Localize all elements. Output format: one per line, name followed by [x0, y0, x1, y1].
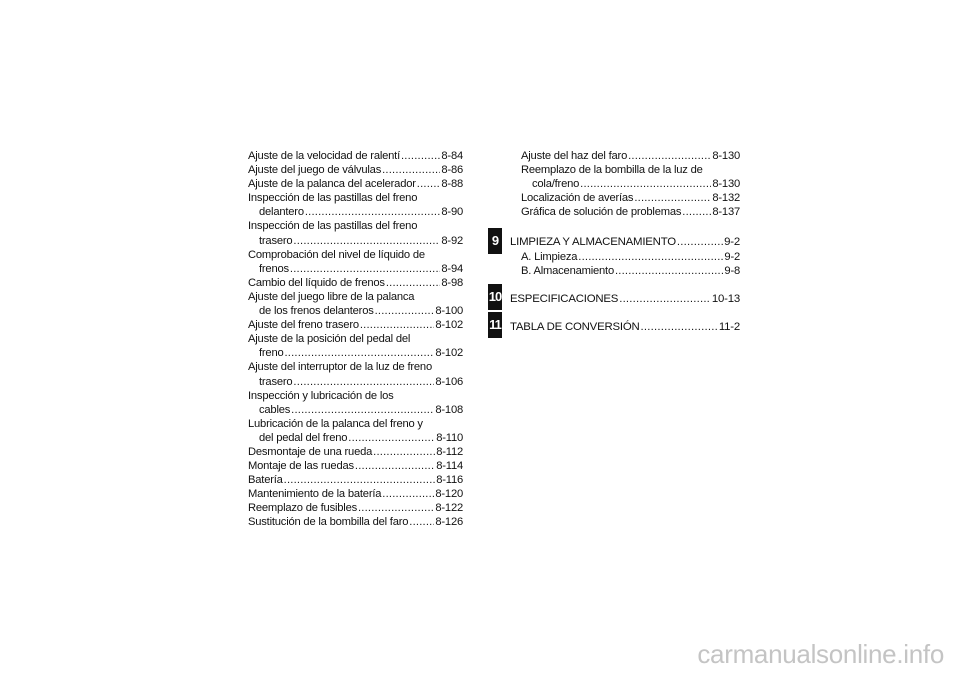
toc-subentry[interactable]: B. Almacenamiento ..... 9-8	[510, 264, 740, 278]
entry-text: Ajuste de la palanca del acelerador	[248, 178, 416, 191]
toc-entry[interactable]	[248, 191, 463, 219]
toc-entry[interactable]	[510, 163, 740, 191]
page-number: 8-102	[435, 319, 463, 332]
toc-entry[interactable]	[510, 191, 740, 205]
page-number: 8-84	[441, 150, 463, 162]
entry-text: Lubricación de la palanca del freno y	[248, 417, 423, 430]
page-number: 8-94	[441, 262, 463, 275]
page-number: 8-102	[435, 347, 463, 360]
toc-entry[interactable]	[248, 177, 463, 191]
entry-text: cola/freno	[532, 178, 580, 191]
entry-text: Cambio del líquido de frenos	[248, 276, 385, 289]
entry-text: cables	[259, 403, 291, 416]
page-number: 8-114	[436, 460, 463, 473]
page-number: 8-108	[435, 403, 463, 416]
entry-text: delantero	[259, 206, 304, 219]
entry-text: Inspección de las pastillas del freno	[248, 220, 418, 233]
chapter-title: LIMPIEZA Y ALMACENAMIENTO	[510, 236, 676, 249]
toc-entry[interactable]	[248, 248, 463, 276]
chapter-tab-9[interactable]: 9	[488, 228, 502, 254]
page-number: 8-126	[435, 516, 463, 529]
watermark: carmanualsonline.info	[697, 639, 944, 669]
entry-text: Gráfica de solución de problemas	[521, 206, 682, 219]
entry-text: Inspección y lubricación de los	[248, 389, 394, 402]
toc-section-8-continued	[510, 149, 740, 219]
page-number: 9-2	[724, 250, 740, 263]
toc-entry[interactable]	[248, 515, 463, 529]
page-number: 8-100	[435, 305, 463, 318]
page-number: 8-116	[436, 474, 463, 487]
chapter-tab-11[interactable]: 11	[488, 312, 502, 338]
entry-text: del pedal del freno	[259, 431, 348, 444]
entry-text: Mantenimiento de la batería	[248, 488, 382, 501]
entry-text: Localización de averías	[521, 192, 634, 205]
entry-text: Reemplazo de la bombilla de la luz de	[521, 164, 703, 177]
entry-text: Desmontaje de una rueda	[248, 445, 373, 458]
toc-entry[interactable]	[248, 276, 463, 290]
page-number: 9-8	[724, 264, 740, 277]
chapter-title: TABLA DE CONVERSIÓN	[510, 320, 640, 333]
entry-text: frenos	[259, 262, 289, 275]
entry-text: Comprobación del nivel de líquido de	[248, 248, 425, 261]
toc-entry[interactable]	[248, 417, 463, 445]
toc-chapter-11[interactable]	[510, 320, 740, 334]
toc-column-right	[510, 149, 740, 334]
page-number: 8-122	[435, 502, 463, 515]
page-number: 9-2	[724, 236, 740, 249]
toc-entry[interactable]	[248, 473, 463, 487]
page-number: 8-112	[436, 445, 463, 458]
page-number: 8-120	[435, 488, 463, 501]
toc-entry[interactable]	[510, 149, 740, 163]
toc-entry[interactable]	[248, 389, 463, 417]
page-number: 8-98	[441, 276, 463, 289]
entry-text: Ajuste de la velocidad de ralentí	[248, 150, 400, 162]
toc-entry[interactable]	[248, 149, 463, 163]
entry-text: Batería	[248, 474, 283, 487]
entry-text: freno	[259, 347, 284, 360]
entry-text: trasero	[259, 375, 293, 388]
entry-text: Reemplazo de fusibles	[248, 502, 357, 515]
entry-text: Ajuste del interruptor de la luz de freno	[248, 361, 432, 374]
chapter-tab-10[interactable]: 10	[488, 284, 502, 310]
toc-entry[interactable]	[248, 360, 463, 388]
page-number: 8-132	[712, 192, 740, 205]
page-number: 8-137	[712, 206, 740, 219]
entry-text: de los frenos delanteros	[259, 305, 374, 318]
entry-text: Ajuste del freno trasero	[248, 319, 359, 332]
page-number: 8-106	[435, 375, 463, 388]
toc-chapter-9[interactable]	[510, 235, 740, 249]
page-number: 8-130	[712, 150, 740, 162]
toc-entry[interactable]	[248, 318, 463, 332]
page-number: 8-130	[712, 178, 740, 191]
entry-text: Ajuste del juego de válvulas	[248, 164, 382, 177]
page-number: 10-13	[711, 292, 740, 305]
toc-entry[interactable]	[248, 332, 463, 360]
page-number: 8-86	[441, 164, 463, 177]
entry-text: trasero	[259, 234, 293, 247]
entry-text: Inspección de las pastillas del freno	[248, 192, 418, 205]
toc-entry[interactable]	[248, 290, 463, 318]
page-number: 8-92	[441, 234, 463, 247]
entry-text: Montaje de las ruedas	[248, 460, 354, 473]
toc-subentry[interactable]: A. Limpieza ..... 9-2	[510, 250, 740, 264]
entry-text: Ajuste de la posición del pedal del	[248, 333, 411, 346]
toc-entry[interactable]	[248, 163, 463, 177]
page-number: 8-88	[441, 178, 463, 191]
entry-text: Ajuste del haz del faro	[521, 150, 628, 162]
chapter-title: ESPECIFICACIONES	[510, 292, 619, 305]
toc-entry[interactable]	[248, 487, 463, 501]
toc-entry[interactable]	[248, 445, 463, 459]
toc-entry[interactable]	[510, 205, 740, 219]
toc-chapter-10[interactable]	[510, 292, 740, 306]
toc-entry[interactable]	[248, 219, 463, 247]
toc-entry[interactable]	[248, 459, 463, 473]
entry-text: Sustitución de la bombilla del faro	[248, 516, 409, 529]
page-number: 8-110	[436, 431, 463, 444]
entry-text: Ajuste del juego libre de la palanca	[248, 290, 415, 303]
page-number: 8-90	[441, 206, 463, 219]
toc-column-left	[248, 149, 463, 530]
toc-entry[interactable]	[248, 501, 463, 515]
page-number: 11-2	[718, 320, 740, 333]
